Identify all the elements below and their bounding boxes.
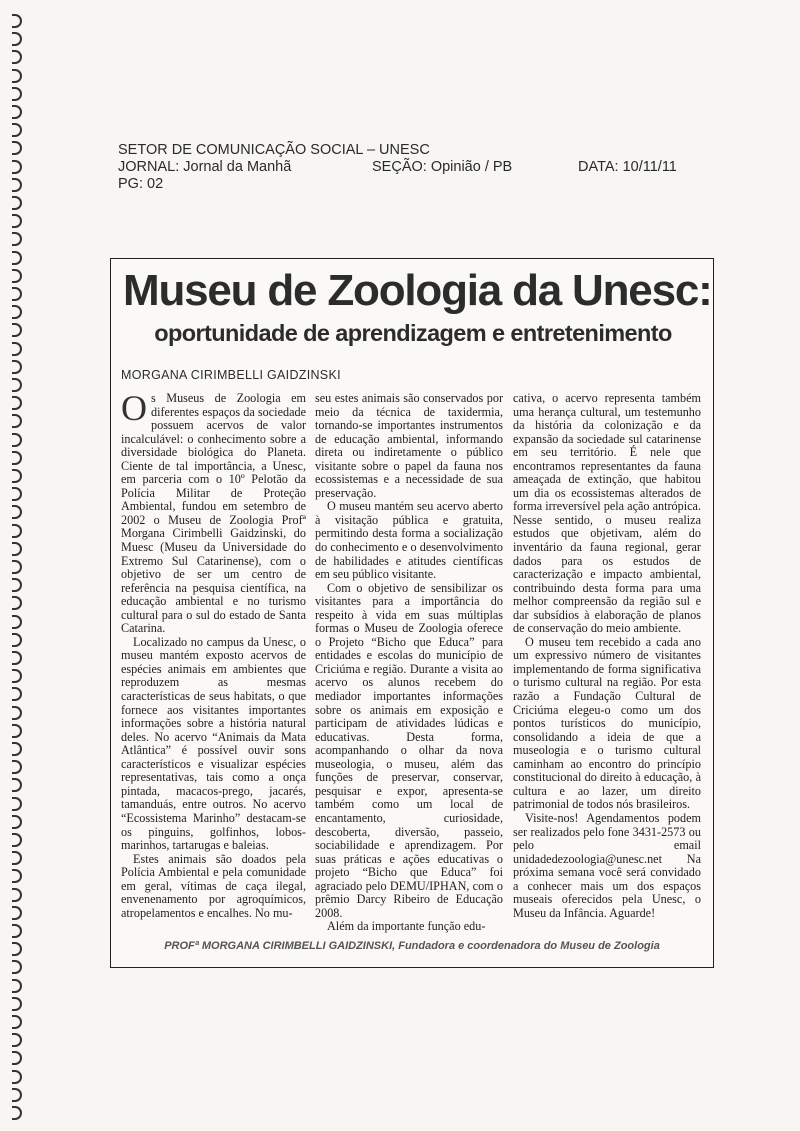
spiral-ring — [12, 778, 22, 792]
article-column-1 — [121, 392, 306, 935]
spiral-ring — [12, 323, 22, 337]
article-paragraph: cativa, o acervo representa também uma herança cultural, um testemunho da história da colonização e da expansão da sociedade sul catarinense em seu território. É nele que encontramos representantes da fauna ameaçada de extinção, que habitou um dia os ecossistemas alterados de forma irreversível pela ação antrópica. Nesse sentido, o museu realiza estudos que objetivam, além do inventário da fauna regional, gerar dados para os estudos de caracterização e impacto ambiental, contribuindo desta forma para uma melhor compreensão da região sul e dar subsídios à elaboração de planos de conservação do meio ambiente. — [513, 392, 701, 636]
spiral-ring — [12, 105, 22, 119]
spiral-ring — [12, 615, 22, 629]
spiral-ring — [12, 469, 22, 483]
spiral-ring — [12, 287, 22, 301]
spiral-ring — [12, 687, 22, 701]
spiral-ring — [12, 724, 22, 738]
spiral-ring — [12, 742, 22, 756]
spiral-ring — [12, 997, 22, 1011]
spiral-ring — [12, 851, 22, 865]
stamp-jornal: JORNAL: Jornal da Manhã — [118, 159, 292, 175]
stamp-sector: SETOR DE COMUNICAÇÃO SOCIAL – UNESC — [118, 142, 430, 158]
spiral-ring — [12, 14, 22, 28]
spiral-ring — [12, 815, 22, 829]
article-paragraph: Além da importante função edu- — [327, 919, 486, 934]
spiral-ring — [12, 924, 22, 938]
stamp-row-2 — [118, 159, 708, 176]
spiral-ring — [12, 633, 22, 647]
spiral-ring — [12, 888, 22, 902]
spiral-ring — [12, 560, 22, 574]
article-column-3 — [513, 392, 701, 935]
spiral-ring — [12, 433, 22, 447]
spiral-ring — [12, 50, 22, 64]
article-paragraph: O museu tem recebido a cada ano um expressivo número de visitantes implementando de forma significativa o turismo cultural na região. Por esta razão a Fundação Cultural de Criciúma elegeu-o como um dos pontos turísticos do município, consolidando a ideia de que a museologia e o turismo cultural caminham ao encontro do princípio constitucional do direito à educação, à cultura e ao lazer, um direito patrimonial de todos nós brasileiros. — [513, 634, 701, 812]
spiral-ring — [12, 596, 22, 610]
spiral-ring — [12, 869, 22, 883]
spiral-ring — [12, 797, 22, 811]
spiral-ring — [12, 32, 22, 46]
spiral-ring — [12, 979, 22, 993]
spiral-ring — [12, 342, 22, 356]
spiral-ring — [12, 578, 22, 592]
spiral-ring — [12, 214, 22, 228]
article-paragraph: Localizado no campus da Unesc, o museu mantém exposto acervos de espécies animais em ambientes que reproduzem as mesmas características de seus habitats, o que fornece aos visitantes importantes informações sobre a história natural deles. No acervo “Animais da Mata Atlântica” é possível ouvir sons característicos e visualizar espécies representativas, tais como a onça pintada, macacos-prego, jacarés, tamanduás, entre outros. No acervo “Ecossistema Marinho” destacam-se os pinguins, golfinhos, lobos-marinhos, tartarugas e baleias. — [121, 634, 306, 853]
spiral-ring — [12, 141, 22, 155]
article-column-2 — [315, 392, 503, 935]
spiral-ring — [12, 378, 22, 392]
article-byline: MORGANA CIRIMBELLI GAIDZINSKI — [121, 368, 341, 382]
spiral-ring — [12, 160, 22, 174]
spiral-ring — [12, 1051, 22, 1065]
spiral-ring — [12, 451, 22, 465]
spiral-ring — [12, 251, 22, 265]
spiral-ring — [12, 69, 22, 83]
spiral-ring — [12, 487, 22, 501]
article-paragraph: Com o objetivo de sensibilizar os visitantes para a importância do respeito à vida em suas múltiplas formas o Museu de Zoologia oferece o Projeto “Bicho que Educa” para entidades e escolas do município de Criciúma e região. Durante a visita ao acervo os alunos recebem do mediador importantes informações sobre os animais em exposição e participam de atividades lúdicas e educativas. Desta forma, acompanhando o olhar da nova museologia, o museu, além das funções de preservar, conservar, pesquisar e expor, apresenta-se também como um local de encantamento, curiosidade, descoberta, diversão, passeio, sociabilidade e aprendizagem. Por suas práticas e ações educativas o projeto “Bicho que Educa” foi agraciado pelo DEMU/IPHAN, com o prêmio Darcy Ribeiro de Educação 2008. — [315, 580, 503, 920]
spiral-ring — [12, 942, 22, 956]
spiral-ring — [12, 651, 22, 665]
article-subheadline: oportunidade de aprendizagem e entretenimento — [154, 320, 672, 346]
spiral-ring — [12, 906, 22, 920]
spiral-ring — [12, 542, 22, 556]
drop-cap: O — [121, 392, 147, 428]
stamp-data: DATA: 10/11/11 — [578, 159, 677, 175]
spiral-ring — [12, 960, 22, 974]
newspaper-clipping — [110, 258, 714, 968]
article-paragraph: O museu mantém seu acervo aberto à visitação pública e gratuita, permitindo desta forma a socialização do conhecimento e o desenvolvimento de habilidades e atitudes científicas em seu público visitante. — [315, 499, 503, 582]
stamp-pagina: PG: 02 — [118, 176, 164, 192]
spiral-ring — [12, 305, 22, 319]
spiral-ring — [12, 123, 22, 137]
spiral-ring — [12, 833, 22, 847]
article-paragraph: Estes animais são doados pela Polícia Ambiental e pela comunidade em geral, vítimas de caça ilegal, envenenamento por agroquímicos, atropelamentos e encalhes. No mu- — [121, 851, 306, 920]
stamp-row-3 — [118, 176, 708, 193]
spiral-ring — [12, 505, 22, 519]
spiral-ring — [12, 706, 22, 720]
spiral-ring — [12, 524, 22, 538]
stamp-row-1 — [118, 142, 708, 159]
spiral-ring — [12, 1070, 22, 1084]
spiral-ring — [12, 414, 22, 428]
article-paragraph: Os Museus de Zoologia em diferentes espaços da sociedade possuem acervos de valor incalculável: o conhecimento sobre a diversidade biológica do Planeta. Ciente de tal importância, a Unesc, em parceria com o 10º Pelotão da Polícia Militar de Proteção Ambiental, fundou em setembro de 2002 o Museu de Zoologia Profª Morgana Cirimbelli Gaidzinski, do Muesc (Museu da Universidade do Extremo Sul Catarinense), com o objetivo de ser um centro de referência na pesquisa científica, na educação ambiental e no turismo cultural para o sul do estado de Santa Catarina. — [121, 392, 306, 636]
clipping-stamp — [118, 142, 708, 193]
spiral-ring — [12, 232, 22, 246]
article-headline: Museu de Zoologia da Unesc: — [123, 266, 712, 315]
spiral-ring — [12, 669, 22, 683]
spiral-ring — [12, 1015, 22, 1029]
spiral-ring — [12, 360, 22, 374]
spiral-ring — [12, 1106, 22, 1120]
spiral-ring — [12, 196, 22, 210]
spiral-ring — [12, 269, 22, 283]
spiral-ring — [12, 760, 22, 774]
spiral-binding — [4, 6, 30, 1126]
article-paragraph: Visite-nos! Agendamentos podem ser realizados pelo fone 3431-2573 ou pelo email unidadedezoologia@unesc.net Na próxima semana você será convidado a conhecer mais um dos espaços museais oferecidos pela Unesc, o Museu da Infância. Aguarde! — [513, 810, 701, 920]
photo-credit: PROFª MORGANA CIRIMBELLI GAIDZINSKI, Fundadora e coordenadora do Museu de Zoologia — [164, 940, 660, 952]
spiral-ring — [12, 396, 22, 410]
article-paragraph: seu estes animais são conservados por meio da técnica de taxidermia, tornando-se importantes instrumentos de educação ambiental, informando direta ou indiretamente o público visitante sobre o papel da fauna nos ecossistemas e a necessidade de sua preservação. — [315, 392, 503, 500]
spiral-ring — [12, 1033, 22, 1047]
stamp-secao: SEÇÃO: Opinião / PB — [372, 159, 513, 175]
spiral-ring — [12, 1088, 22, 1102]
spiral-ring — [12, 87, 22, 101]
spiral-ring — [12, 178, 22, 192]
